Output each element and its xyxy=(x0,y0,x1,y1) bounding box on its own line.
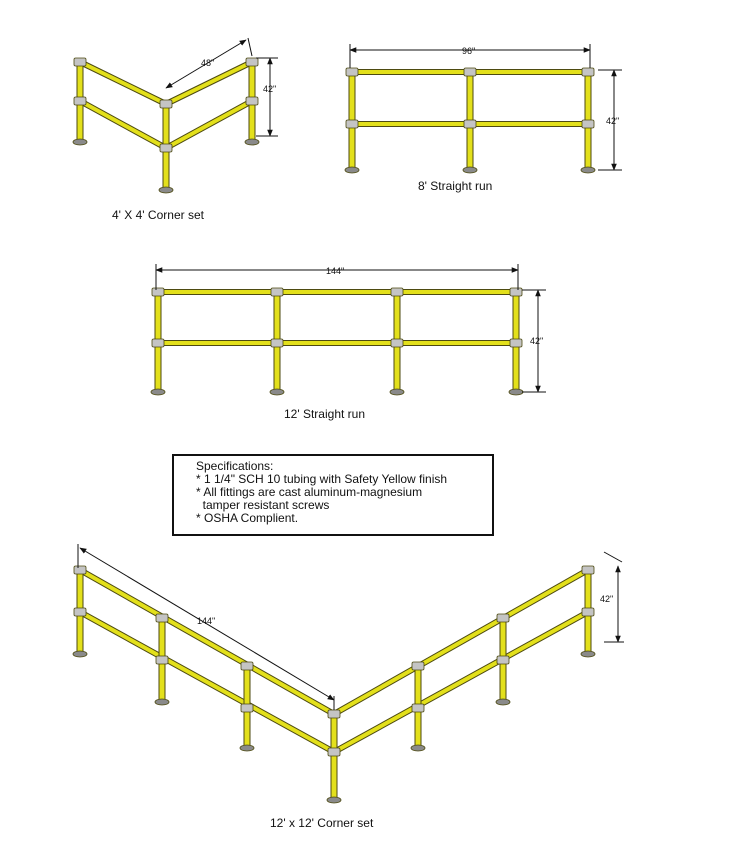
fitting xyxy=(464,120,476,128)
fitting xyxy=(246,58,258,66)
base-plate xyxy=(270,389,284,395)
mid-rail xyxy=(80,612,334,752)
fitting xyxy=(74,608,86,616)
base-plate xyxy=(240,745,254,751)
corner-small-caption: 4' X 4' Corner set xyxy=(112,208,204,222)
base-plate xyxy=(73,139,87,145)
fitting xyxy=(156,614,168,622)
fitting xyxy=(160,100,172,108)
fitting xyxy=(464,68,476,76)
mid-rail xyxy=(80,101,166,148)
fitting xyxy=(497,656,509,664)
corner-large-height-dim: 42" xyxy=(600,594,614,604)
specifications-title: Specifications: xyxy=(196,459,274,473)
top-rail xyxy=(334,570,588,714)
top-rail xyxy=(166,62,252,104)
spec-line: * 1 1/4" SCH 10 tubing with Safety Yellow finish xyxy=(196,472,448,486)
top-rail xyxy=(80,62,166,104)
fitting xyxy=(582,68,594,76)
fitting xyxy=(582,608,594,616)
fitting xyxy=(74,58,86,66)
corner-large-caption: 12' x 12' Corner set xyxy=(270,816,374,830)
straight12-caption: 12' Straight run xyxy=(284,407,366,421)
base-plate xyxy=(581,651,595,657)
spec-line: * OSHA Complient. xyxy=(196,511,299,525)
base-plate xyxy=(345,167,359,173)
fitting xyxy=(246,97,258,105)
railing-geometry xyxy=(73,58,595,803)
fitting xyxy=(582,566,594,574)
fitting xyxy=(412,662,424,670)
fitting xyxy=(152,339,164,347)
spec-line: * All fittings are cast aluminum-magnesium xyxy=(196,485,423,499)
fitting xyxy=(510,288,522,296)
fitting xyxy=(510,339,522,347)
base-plate xyxy=(151,389,165,395)
fitting xyxy=(271,288,283,296)
fitting xyxy=(346,68,358,76)
fitting xyxy=(497,614,509,622)
base-plate xyxy=(509,389,523,395)
base-plate xyxy=(327,797,341,803)
spec-line: tamper resistant screws xyxy=(196,498,330,512)
specifications-box xyxy=(172,454,494,536)
straight8-height-dim: 42" xyxy=(606,116,620,126)
fitting xyxy=(412,704,424,712)
fitting xyxy=(328,710,340,718)
base-plate xyxy=(245,139,259,145)
fitting xyxy=(160,144,172,152)
base-plate xyxy=(411,745,425,751)
fitting xyxy=(271,339,283,347)
mid-rail xyxy=(166,101,252,148)
base-plate xyxy=(581,167,595,173)
fitting xyxy=(74,97,86,105)
straight12-height-dim: 42" xyxy=(530,336,544,346)
base-plate xyxy=(155,699,169,705)
base-plate xyxy=(159,187,173,193)
base-plate xyxy=(73,651,87,657)
fitting xyxy=(156,656,168,664)
mid-rail xyxy=(334,612,588,752)
corner-small-height-dim: 42" xyxy=(263,84,277,94)
fitting xyxy=(391,339,403,347)
base-plate xyxy=(463,167,477,173)
base-plate xyxy=(496,699,510,705)
corner-small-width-dim: 48" xyxy=(201,58,215,68)
fitting xyxy=(241,704,253,712)
corner-large-width-dim: 144" xyxy=(197,616,216,626)
straight8-caption: 8' Straight run xyxy=(418,179,493,193)
base-plate xyxy=(390,389,404,395)
fitting xyxy=(241,662,253,670)
top-rail xyxy=(80,570,334,714)
straight12-width-dim: 144" xyxy=(326,266,345,276)
fitting xyxy=(391,288,403,296)
fitting xyxy=(582,120,594,128)
straight8-width-dim: 96" xyxy=(462,46,476,56)
fitting xyxy=(152,288,164,296)
fitting xyxy=(346,120,358,128)
fitting xyxy=(328,748,340,756)
fitting xyxy=(74,566,86,574)
